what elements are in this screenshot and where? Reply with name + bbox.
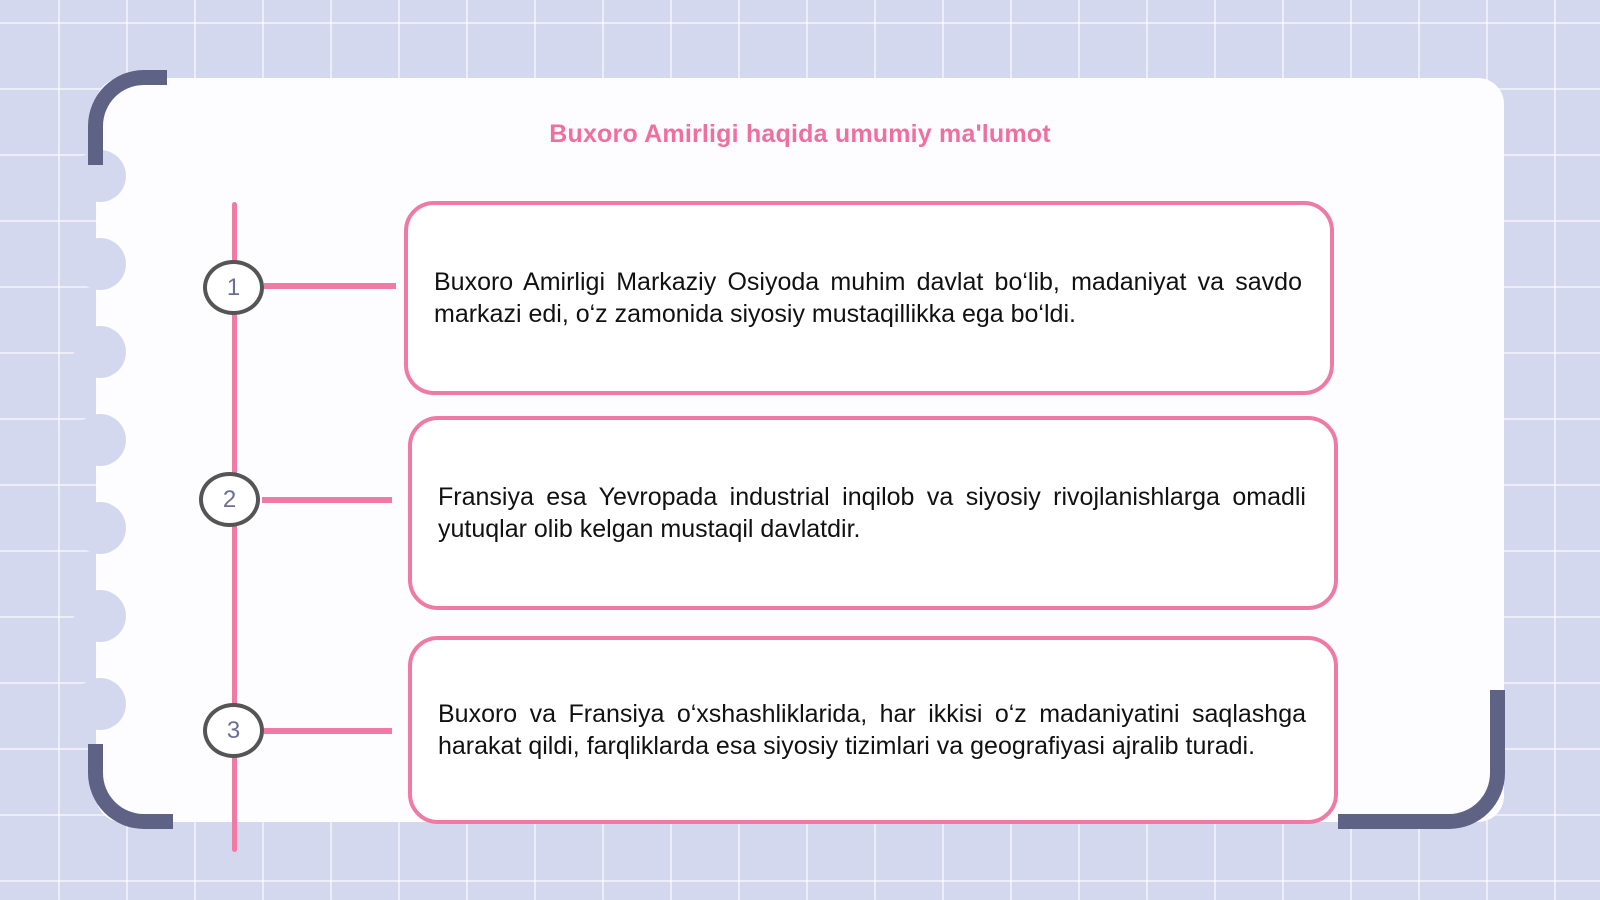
timeline-card-3 [408,636,1338,824]
frame-corner-bottom-right [1338,690,1505,829]
paper-scallop [74,502,126,554]
paper-scallop [74,678,126,730]
step-number-badge-1: 1 [203,260,264,315]
timeline-connector-3 [264,728,392,734]
step-number-badge-3: 3 [203,703,264,758]
paper-scallop [74,414,126,466]
timeline-connector-1 [264,283,396,289]
timeline-card-1 [404,201,1334,395]
slide-title: Buxoro Amirligi haqida umumiy ma'lumot [549,120,1051,148]
timeline-connector-2 [262,497,392,503]
card-text: Fransiya esa Yevropada industrial inqilob va siyosiy rivojlanishlarga omadli yutuqlar olib kelgan mustaqil davlatdir. [438,483,1306,543]
paper-scallop [74,238,126,290]
frame-corner-top-left [88,70,167,165]
paper-scallop [74,590,126,642]
timeline-card-2 [408,416,1338,610]
card-text: Buxoro va Fransiya o‘xshashliklarida, har ikkisi o‘z madaniyatini saqlashga harakat qildi, farqliklarda esa siyosiy tizimlari va geografiyasi ajralib turadi. [438,700,1306,760]
frame-corner-bottom-left [88,744,173,829]
paper-scallop [74,326,126,378]
step-number-badge-2: 2 [199,472,260,527]
card-text: Buxoro Amirligi Markaziy Osiyoda muhim davlat bo‘lib, madaniyat va savdo markazi edi, o‘z zamonida siyosiy mustaqillikka ega bo‘ldi. [434,268,1302,328]
